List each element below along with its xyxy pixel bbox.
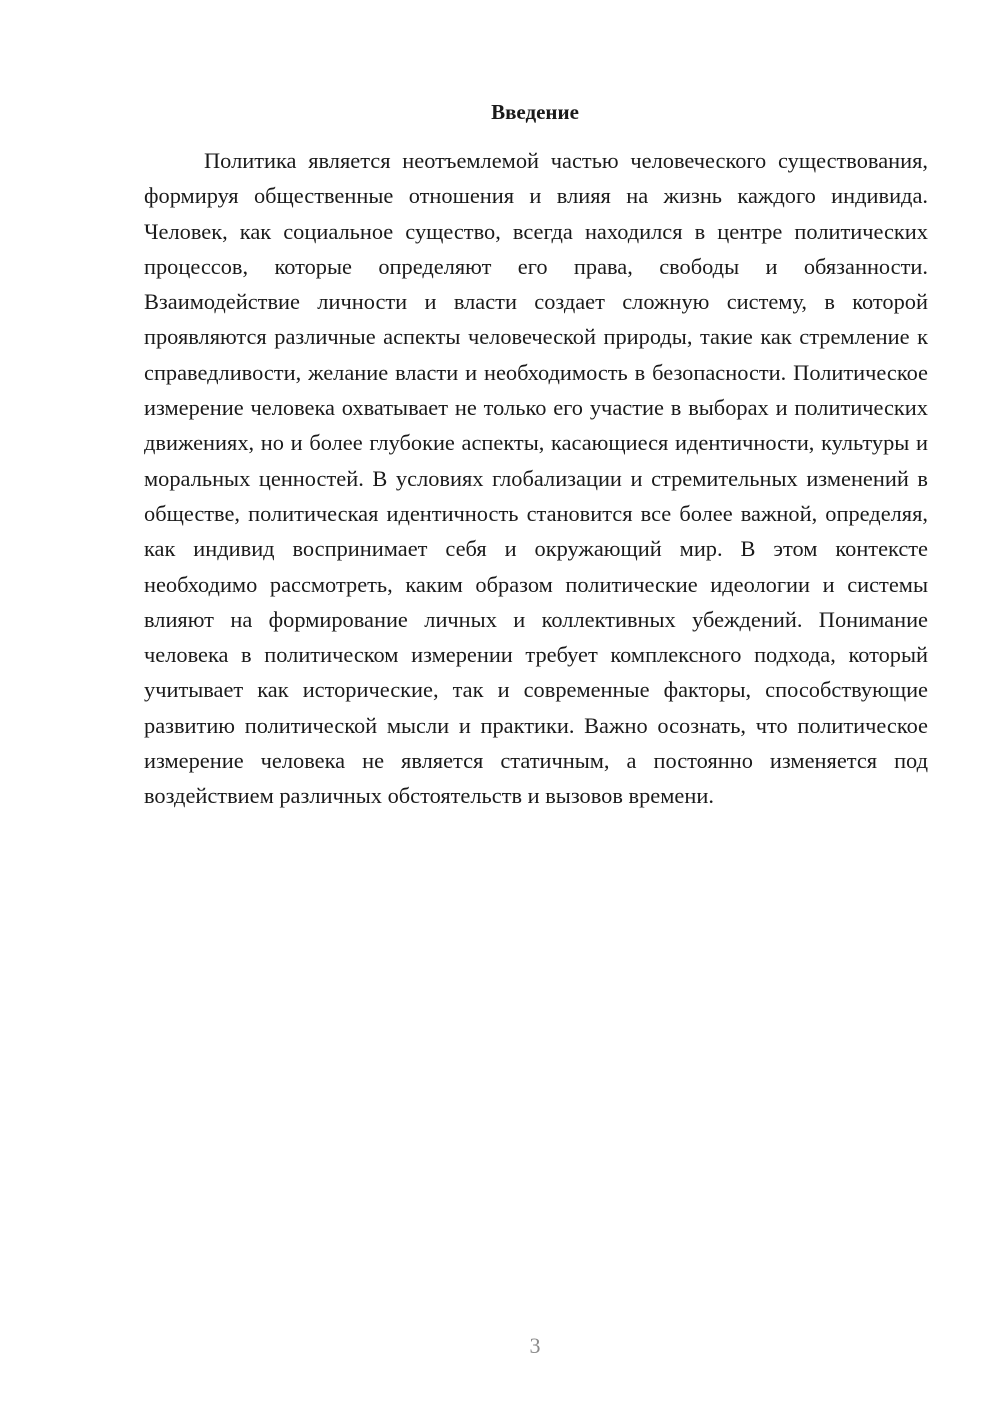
- section-heading: Введение: [491, 100, 579, 124]
- page-number: 3: [529, 1333, 541, 1358]
- body-paragraph: Политика является неотъемлемой частью человеческого существования, формируя общественные отношения и влияя на жизнь каждого индивида. Человек, как социальное существо, всегда находился в центре политических процессов, которые определяют его права, свободы и обязанности. Взаимодействие личности и власти создает сложную систему, в которой проявляются различные аспекты человеческой природы, такие как стремление к справедливости, желание власти и необходимость в безопасности. Политическое измерение человека охватывает не только его участие в выборах и политических движениях, но и более глубокие аспекты, касающиеся идентичности, культуры и моральных ценностей. В условиях глобализации и стремительных изменений в обществе, политическая идентичность становится все более важной, определяя, как индивид воспринимает себя и окружающий мир. В этом контексте необходимо рассмотреть, каким образом политические идеологии и системы влияют на формирование личных и коллективных убеждений. Понимание человека в политическом измерении требует комплексного подхода, который учитывает как исторические, так и современные факторы, способствующие развитию политической мысли и практики. Важно осознать, что политическое измерение человека не является статичным, а постоянно изменяется под воздействием различных обстоятельств и вызовов времени.: [144, 148, 928, 809]
